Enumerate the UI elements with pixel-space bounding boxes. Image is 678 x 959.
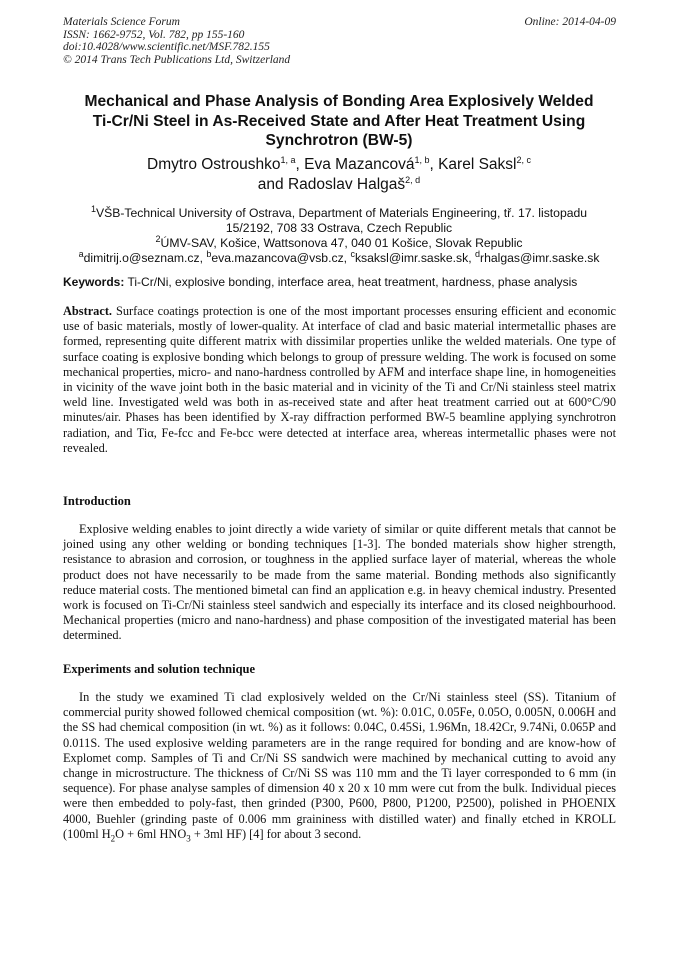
affiliation-1-line-2: 15/2192, 708 33 Ostrava, Czech Republic [225,221,453,235]
introduction-text: Explosive welding enables to joint directly a wide variety of similar or quite different metals that cannot be joined using any other welding or bonding techniques [1-3]. The bonded materials show higher strength, resistance to abrasion and corrosion, or toughness in the applied surface layer of material, whereas the whole product does not have necessarily to be made from the same material. Bonding methods also significantly reduce material costs. The mentioned bimetal can find an application e.g. in heavy chemical industry. Presented work is focused on Ti-Cr/Ni stainless steel sandwich and especially its interface and its closed neighbourhood. Mechanical properties (micro and nano-hardness) and phase composition of the investigated material has been determined. [63,522,616,643]
paper-title [40,92,638,151]
journal-issn: ISSN: 1662-9752, Vol. 782, pp 155-160 [63,28,245,41]
experiments [63,690,616,842]
abstract-label: Abstract. [63,304,113,318]
affiliation-2-text: ÚMV-SAV, Košice, Wattsonova 47, 040 01 Košice, Slovak Republic [160,236,523,250]
subscript-2: 2 [110,833,116,844]
author-and: and [257,176,284,193]
experiments-paragraph [63,690,616,842]
journal-name: Materials Science Forum [63,16,180,28]
author-1: Dmytro Ostroushko [147,156,281,173]
journal-doi: doi:10.4028/www.scientific.net/MSF.782.155 [63,41,270,53]
email-a-sup: a [78,248,84,259]
keywords-label: Keywords: [63,275,125,289]
keywords [63,275,616,290]
author-3-sup: 2, c [516,154,531,165]
experiments-text-end: + 3ml HF) [4] for about 3 second. [190,826,362,841]
affiliation-2 [40,233,638,251]
affiliation-1-text: VŠB-Technical University of Ostrava, Department of Materials Engineering, tř. 17. listopadu [95,206,588,220]
abstract-alpha: α [147,425,154,440]
subscript-3: 3 [186,833,191,844]
author-line-1: Dmytro Ostroushko$^{1, a}$, Eva Mazancová$^{1, b}$, Karel Saksl$^{2, c}$ [147,154,531,173]
online-date: Online: 2014-04-09 [524,16,616,28]
affiliation-2-num: 2 [155,233,161,244]
email-b[interactable]: eva.mazancova@vsb.cz, [211,251,348,265]
email-c[interactable]: ksaksl@imr.saske.sk, [354,251,472,265]
journal-header [63,16,290,66]
author-line-2 [40,175,638,195]
introduction [63,522,616,644]
author-list [40,155,638,195]
introduction-heading: Introduction [63,494,131,508]
affiliation-1-num: 1 [90,203,96,214]
email-a[interactable]: dimitrij.o@seznam.cz, [83,251,203,265]
email-d[interactable]: rhalgas@imr.saske.sk [480,251,600,265]
author-2: Eva Mazancová [304,156,415,173]
experiments-heading: Experiments and solution technique [63,662,256,676]
abstract-text-2: , Fe-fcc and Fe-bcc were detected at interface area, whereas intermetallic phases were not revealed. [63,425,616,455]
email-d-sup: d [475,248,481,259]
affiliation-1-line-1 [40,203,638,221]
experiments-text: In the study we examined Ti clad explosively welded on the Cr/Ni stainless steel (SS). Titanium of commercial purity showed followed chemical composition (wt. %): 0.01C, 0.05Fe, 0.05O, 0.005N, 0.006H and the SS had chemical composition (in wt. %) as it follows: 0.04C, 0.45Si, 1.96Mn, 18.42Cr, 9.74Ni, 0.065P and 0.011S. The used explosive welding parameters are in the range required for bonding and are know-how of Explomet comp. Samples of Ti and Cr/Ni SS sandwich were machined by mechanical cutting to avoid any change in microstructure. The thickness of Cr/Ni SS was 110 mm and the Ti layer corresponded to 6 mm (in sequence). For phase analyse samples of dimension 40 x 20 x 10 mm were cut from the bulk. Individual pieces were then embedded to poly-fast, then grinded (P300, P600, P800, P1200, P2500), polished in PHOENIX 4000, Buehler (grinding paste of 0.006 mm graininess with distilled water) and finally etched in KROLL (100ml H [63,690,616,841]
author-4: Radoslav Halgaš [287,176,406,193]
title-line-2: Ti-Cr/Ni Steel in As-Received State and After Heat Treatment Using [92,112,586,130]
abstract [63,304,616,456]
journal-copyright: © 2014 Trans Tech Publications Ltd, Switzerland [63,53,291,66]
author-4-sup: 2, d [405,174,421,185]
title-line-3: Synchrotron (BW-5) [265,132,413,149]
author-3: Karel Saksl [438,156,517,173]
abstract-text-1: Surface coatings protection is one of the most important processes ensuring efficient and economic use of basic materials, mostly of lower-quality. At interface of clad and basic material intermetallic phases are formed, representing quite different matrix with dissimilar properties unlike the welded materials. One type of surface coating is explosive bonding which belongs to group of pressure welding. The work is focused on some mechanical properties, micro- and nano-hardness controlled by AFM and interface shape line, in homogeneities in vicinity of the wave joint both in the basic material and in vicinity of the Ti and Cr/Ni stainless steel matrix weld line. Investigated weld was both in as-received state and after heat treatment carried out at 600°C/90 minutes/air. Phases has been identified by X-ray diffraction performed BW-5 beamline applying synchrotron radiation, and Ti [63,304,616,440]
experiments-text-o: O + 6ml HNO [115,826,187,841]
title-line-1: Mechanical and Phase Analysis of Bonding Area Explosively Welded [84,93,594,110]
email-line [40,248,638,266]
author-2-sup: 1, b [414,154,430,165]
keywords-text: Ti-Cr/Ni, explosive bonding, interface area, heat treatment, hardness, phase analysis [127,275,578,289]
author-1-sup: 1, a [280,154,296,165]
email-b-sup: b [206,248,212,259]
email-c-sup: c [350,248,355,259]
affiliations [40,203,638,266]
